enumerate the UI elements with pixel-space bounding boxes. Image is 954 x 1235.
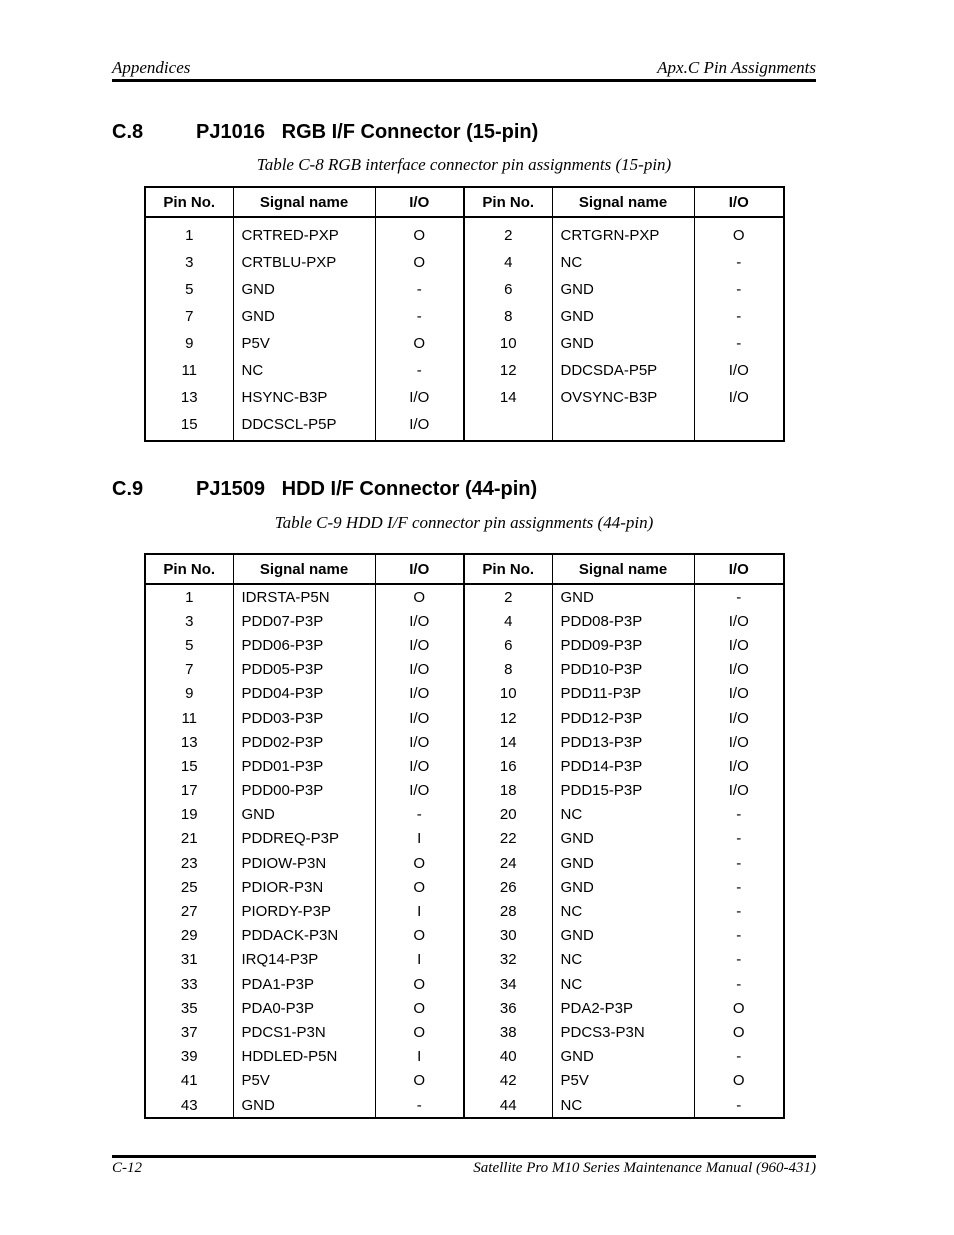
signal-name-cell: GND xyxy=(233,1093,375,1118)
pin-number-cell: 19 xyxy=(180,806,198,824)
io-direction-cell: O xyxy=(694,996,784,1020)
signal-name-cell: NC xyxy=(552,803,694,827)
signal-name-cell: GND xyxy=(552,584,694,609)
io-direction-cell: I/O xyxy=(694,754,784,778)
signal-name-cell: HSYNC-B3P xyxy=(233,384,375,411)
pin-number-cell: 23 xyxy=(180,854,198,872)
io-direction-cell: - xyxy=(694,330,784,357)
pin-number-cell: 31 xyxy=(180,951,198,969)
pin-number-cell: 30 xyxy=(464,924,552,948)
signal-name-cell: PDA1-P3P xyxy=(233,972,375,996)
table-row xyxy=(145,1069,784,1093)
column-header-pin-number: Pin No. xyxy=(464,187,552,217)
io-direction-cell: O xyxy=(375,217,464,249)
io-direction-cell: I/O xyxy=(694,682,784,706)
io-direction-cell: - xyxy=(375,357,464,384)
pin-number-cell: 26 xyxy=(464,875,552,899)
signal-name-cell: PDD14-P3P xyxy=(552,754,694,778)
header-chapter: Appendices xyxy=(112,58,191,77)
table-caption-c8: Table C-8 RGB interface connector pin assignments (15-pin) xyxy=(256,155,672,174)
section-number: C.9 xyxy=(112,478,144,500)
pin-number-cell: 8 xyxy=(464,303,552,330)
signal-name-cell: GND xyxy=(552,303,694,330)
pin-number-cell: 2 xyxy=(464,584,552,609)
table-header-row xyxy=(145,187,784,217)
signal-name-cell: PDD06-P3P xyxy=(233,633,375,657)
pin-number-cell: 9 xyxy=(185,335,194,352)
pin-number-cell: 27 xyxy=(180,903,198,921)
column-header-io-direction: I/O xyxy=(694,187,784,217)
io-direction-cell: O xyxy=(375,972,464,996)
table-row xyxy=(145,1045,784,1069)
table-row xyxy=(145,803,784,827)
pin-number-cell: 10 xyxy=(464,682,552,706)
io-direction-cell: - xyxy=(694,924,784,948)
io-direction-cell: O xyxy=(375,924,464,948)
signal-name-cell: PDIOW-P3N xyxy=(233,851,375,875)
pin-number-cell: 28 xyxy=(464,899,552,923)
pin-number-cell: 32 xyxy=(464,948,552,972)
pin-number-cell: 39 xyxy=(180,1048,198,1066)
pin-number-cell: 11 xyxy=(181,362,198,379)
signal-name-cell: CRTRED-PXP xyxy=(233,217,375,249)
pin-number-cell: 15 xyxy=(180,416,198,433)
column-header-pin-number: Pin No. xyxy=(145,187,233,217)
signal-name-cell: PDD05-P3P xyxy=(233,658,375,682)
column-header-io-direction: I/O xyxy=(375,187,464,217)
signal-name-cell: P5V xyxy=(552,1069,694,1093)
column-header-signal-name: Signal name xyxy=(552,187,694,217)
table-row xyxy=(145,1020,784,1044)
signal-name-cell: GND xyxy=(233,803,375,827)
io-direction-cell: I/O xyxy=(375,730,464,754)
table-row xyxy=(145,682,784,706)
column-header-signal-name: Signal name xyxy=(233,554,375,584)
io-direction-cell: I/O xyxy=(375,384,464,411)
pin-number-cell: 29 xyxy=(180,927,198,945)
signal-name-cell: GND xyxy=(552,875,694,899)
signal-name-cell: NC xyxy=(552,972,694,996)
column-header-signal-name: Signal name xyxy=(233,187,375,217)
io-direction-cell: O xyxy=(375,584,464,609)
column-header-signal-name: Signal name xyxy=(552,554,694,584)
table-row xyxy=(145,754,784,778)
running-header xyxy=(112,56,816,80)
io-direction-cell: - xyxy=(694,1093,784,1118)
pin-number-cell: 12 xyxy=(464,357,552,384)
section-title: PJ1016 RGB I/F Connector (15-pin) xyxy=(196,121,539,143)
pin-number-cell: 41 xyxy=(180,1072,198,1090)
table-row xyxy=(145,899,784,923)
pin-number-cell: 7 xyxy=(185,308,194,325)
io-direction-cell: O xyxy=(694,1069,784,1093)
signal-name-cell: PDD07-P3P xyxy=(233,609,375,633)
pin-number-cell: 24 xyxy=(464,851,552,875)
section-number: C.8 xyxy=(112,121,144,143)
table-row xyxy=(145,875,784,899)
signal-name-cell: OVSYNC-B3P xyxy=(552,384,694,411)
pin-number-cell: 5 xyxy=(185,281,194,298)
signal-name-cell: CRTGRN-PXP xyxy=(552,217,694,249)
pin-number-cell: 1 xyxy=(185,588,194,606)
io-direction-cell: - xyxy=(375,1093,464,1118)
io-direction-cell: - xyxy=(694,827,784,851)
column-header-pin-number: Pin No. xyxy=(464,554,552,584)
io-direction-cell: I/O xyxy=(694,633,784,657)
pin-number-cell: 13 xyxy=(180,733,198,751)
pin-number-cell: 35 xyxy=(180,999,198,1017)
signal-name-cell: PDD01-P3P xyxy=(233,754,375,778)
signal-name-cell: PDDREQ-P3P xyxy=(233,827,375,851)
pin-number-cell: 21 xyxy=(180,830,198,848)
pin-number-cell: 16 xyxy=(464,754,552,778)
table-caption-c9: Table C-9 HDD I/F connector pin assignments (44-pin) xyxy=(274,513,654,532)
signal-name-cell: IRQ14-P3P xyxy=(233,948,375,972)
signal-name-cell: PDDACK-P3N xyxy=(233,924,375,948)
pin-number-cell: 11 xyxy=(181,709,198,727)
pin-table-c8 xyxy=(144,186,785,442)
header-rule xyxy=(112,79,816,82)
signal-name-cell: PDD10-P3P xyxy=(552,658,694,682)
pin-number-cell: 13 xyxy=(180,389,198,406)
table-row xyxy=(145,730,784,754)
pin-number-cell: 22 xyxy=(464,827,552,851)
io-direction-cell: I/O xyxy=(694,658,784,682)
signal-name-cell xyxy=(552,411,694,441)
io-direction-cell: - xyxy=(694,803,784,827)
io-direction-cell: O xyxy=(375,330,464,357)
table-row xyxy=(145,851,784,875)
pin-number-cell: 43 xyxy=(180,1096,198,1114)
pin-number-cell: 17 xyxy=(180,782,198,800)
pin-number-cell: 7 xyxy=(185,661,194,679)
manual-title: Satellite Pro M10 Series Maintenance Manual (960-431) xyxy=(473,1160,816,1176)
table-row xyxy=(145,303,784,330)
pin-number-cell: 6 xyxy=(464,276,552,303)
io-direction-cell: - xyxy=(375,276,464,303)
pin-number-cell: 3 xyxy=(185,254,194,271)
signal-name-cell: PDD12-P3P xyxy=(552,706,694,730)
pin-number-cell: 1 xyxy=(185,227,194,244)
pin-number-cell: 20 xyxy=(464,803,552,827)
io-direction-cell: O xyxy=(375,875,464,899)
signal-name-cell: DDCSCL-P5P xyxy=(233,411,375,441)
column-header-pin-number: Pin No. xyxy=(145,554,233,584)
pin-number-cell: 5 xyxy=(185,636,194,654)
pin-number-cell: 8 xyxy=(464,658,552,682)
io-direction-cell: I/O xyxy=(375,633,464,657)
io-direction-cell: O xyxy=(375,851,464,875)
signal-name-cell: PDD02-P3P xyxy=(233,730,375,754)
pin-number-cell: 38 xyxy=(464,1020,552,1044)
running-footer xyxy=(112,1160,816,1182)
signal-name-cell: NC xyxy=(552,948,694,972)
io-direction-cell: O xyxy=(694,1020,784,1044)
pin-number-cell: 9 xyxy=(185,685,194,703)
table-row xyxy=(145,276,784,303)
io-direction-cell: I/O xyxy=(694,384,784,411)
pin-number-cell: 40 xyxy=(464,1045,552,1069)
pin-number-cell: 34 xyxy=(464,972,552,996)
signal-name-cell: GND xyxy=(233,276,375,303)
pin-number-cell: 12 xyxy=(464,706,552,730)
section-title: PJ1509 HDD I/F Connector (44-pin) xyxy=(196,478,538,500)
pin-table-c9 xyxy=(144,553,785,1119)
pin-number-cell: 4 xyxy=(464,609,552,633)
signal-name-cell: NC xyxy=(552,249,694,276)
io-direction-cell: - xyxy=(694,899,784,923)
signal-name-cell: PDD03-P3P xyxy=(233,706,375,730)
table-row xyxy=(145,996,784,1020)
table-row xyxy=(145,249,784,276)
table-row xyxy=(145,658,784,682)
signal-name-cell: P5V xyxy=(233,1069,375,1093)
signal-name-cell: GND xyxy=(552,276,694,303)
io-direction-cell: I/O xyxy=(694,779,784,803)
signal-name-cell: GND xyxy=(552,330,694,357)
table-row xyxy=(145,924,784,948)
header-section: Apx.C Pin Assignments xyxy=(657,58,816,77)
table-row xyxy=(145,217,784,249)
io-direction-cell: I xyxy=(375,899,464,923)
io-direction-cell: I/O xyxy=(375,682,464,706)
table-row xyxy=(145,609,784,633)
io-direction-cell: O xyxy=(694,217,784,249)
io-direction-cell: O xyxy=(375,1020,464,1044)
pin-number-cell: 18 xyxy=(464,779,552,803)
signal-name-cell: PDD15-P3P xyxy=(552,779,694,803)
page-number: C-12 xyxy=(112,1160,142,1176)
signal-name-cell: PDCS3-P3N xyxy=(552,1020,694,1044)
io-direction-cell xyxy=(694,411,784,441)
table-row xyxy=(145,584,784,609)
io-direction-cell: - xyxy=(375,303,464,330)
io-direction-cell: I/O xyxy=(375,658,464,682)
table-row xyxy=(145,357,784,384)
signal-name-cell: HDDLED-P5N xyxy=(233,1045,375,1069)
signal-name-cell: PIORDY-P3P xyxy=(233,899,375,923)
signal-name-cell: GND xyxy=(552,851,694,875)
signal-name-cell: NC xyxy=(233,357,375,384)
pin-number-cell xyxy=(464,411,552,441)
io-direction-cell: I/O xyxy=(375,779,464,803)
io-direction-cell: - xyxy=(694,584,784,609)
signal-name-cell: PDD04-P3P xyxy=(233,682,375,706)
io-direction-cell: O xyxy=(375,1069,464,1093)
table-row xyxy=(145,972,784,996)
pin-number-cell: 36 xyxy=(464,996,552,1020)
table-row xyxy=(145,948,784,972)
io-direction-cell: - xyxy=(694,972,784,996)
io-direction-cell: - xyxy=(694,948,784,972)
pin-number-cell: 4 xyxy=(464,249,552,276)
pin-number-cell: 2 xyxy=(464,217,552,249)
footer-rule xyxy=(112,1155,816,1158)
io-direction-cell: I xyxy=(375,948,464,972)
io-direction-cell: - xyxy=(694,249,784,276)
column-header-io-direction: I/O xyxy=(694,554,784,584)
signal-name-cell: GND xyxy=(552,827,694,851)
table-row xyxy=(145,330,784,357)
pin-number-cell: 37 xyxy=(180,1023,198,1041)
pin-number-cell: 14 xyxy=(464,730,552,754)
io-direction-cell: - xyxy=(694,851,784,875)
signal-name-cell: GND xyxy=(552,924,694,948)
signal-name-cell: IDRSTA-P5N xyxy=(233,584,375,609)
signal-name-cell: CRTBLU-PXP xyxy=(233,249,375,276)
pin-number-cell: 6 xyxy=(464,633,552,657)
io-direction-cell: - xyxy=(694,276,784,303)
signal-name-cell: PDA2-P3P xyxy=(552,996,694,1020)
io-direction-cell: I/O xyxy=(694,609,784,633)
signal-name-cell: PDIOR-P3N xyxy=(233,875,375,899)
signal-name-cell: GND xyxy=(233,303,375,330)
signal-name-cell: DDCSDA-P5P xyxy=(552,357,694,384)
signal-name-cell: GND xyxy=(552,1045,694,1069)
pin-number-cell: 15 xyxy=(180,757,198,775)
io-direction-cell: I/O xyxy=(375,609,464,633)
io-direction-cell: I/O xyxy=(694,730,784,754)
signal-name-cell: NC xyxy=(552,1093,694,1118)
io-direction-cell: - xyxy=(694,1045,784,1069)
io-direction-cell: - xyxy=(694,875,784,899)
pin-number-cell: 44 xyxy=(464,1093,552,1118)
signal-name-cell: PDD13-P3P xyxy=(552,730,694,754)
signal-name-cell: PDCS1-P3N xyxy=(233,1020,375,1044)
io-direction-cell: I/O xyxy=(694,357,784,384)
signal-name-cell: P5V xyxy=(233,330,375,357)
table-row xyxy=(145,827,784,851)
pin-number-cell: 10 xyxy=(464,330,552,357)
table-header-row xyxy=(145,554,784,584)
io-direction-cell: - xyxy=(375,803,464,827)
io-direction-cell: I/O xyxy=(694,706,784,730)
pin-number-cell: 33 xyxy=(180,975,198,993)
signal-name-cell: PDD00-P3P xyxy=(233,779,375,803)
signal-name-cell: PDD08-P3P xyxy=(552,609,694,633)
io-direction-cell: I/O xyxy=(375,706,464,730)
table-row xyxy=(145,779,784,803)
table-row xyxy=(145,706,784,730)
table-row xyxy=(145,1093,784,1118)
signal-name-cell: NC xyxy=(552,899,694,923)
table-row xyxy=(145,384,784,411)
column-header-io-direction: I/O xyxy=(375,554,464,584)
io-direction-cell: - xyxy=(694,303,784,330)
pin-number-cell: 42 xyxy=(464,1069,552,1093)
table-row xyxy=(145,411,784,441)
signal-name-cell: PDD09-P3P xyxy=(552,633,694,657)
signal-name-cell: PDD11-P3P xyxy=(552,682,694,706)
io-direction-cell: I/O xyxy=(375,754,464,778)
io-direction-cell: O xyxy=(375,249,464,276)
pin-number-cell: 3 xyxy=(185,612,194,630)
io-direction-cell: O xyxy=(375,996,464,1020)
signal-name-cell: PDA0-P3P xyxy=(233,996,375,1020)
io-direction-cell: I xyxy=(375,827,464,851)
io-direction-cell: I xyxy=(375,1045,464,1069)
pin-number-cell: 25 xyxy=(180,878,198,896)
table-row xyxy=(145,633,784,657)
pin-number-cell: 14 xyxy=(464,384,552,411)
io-direction-cell: I/O xyxy=(375,411,464,441)
